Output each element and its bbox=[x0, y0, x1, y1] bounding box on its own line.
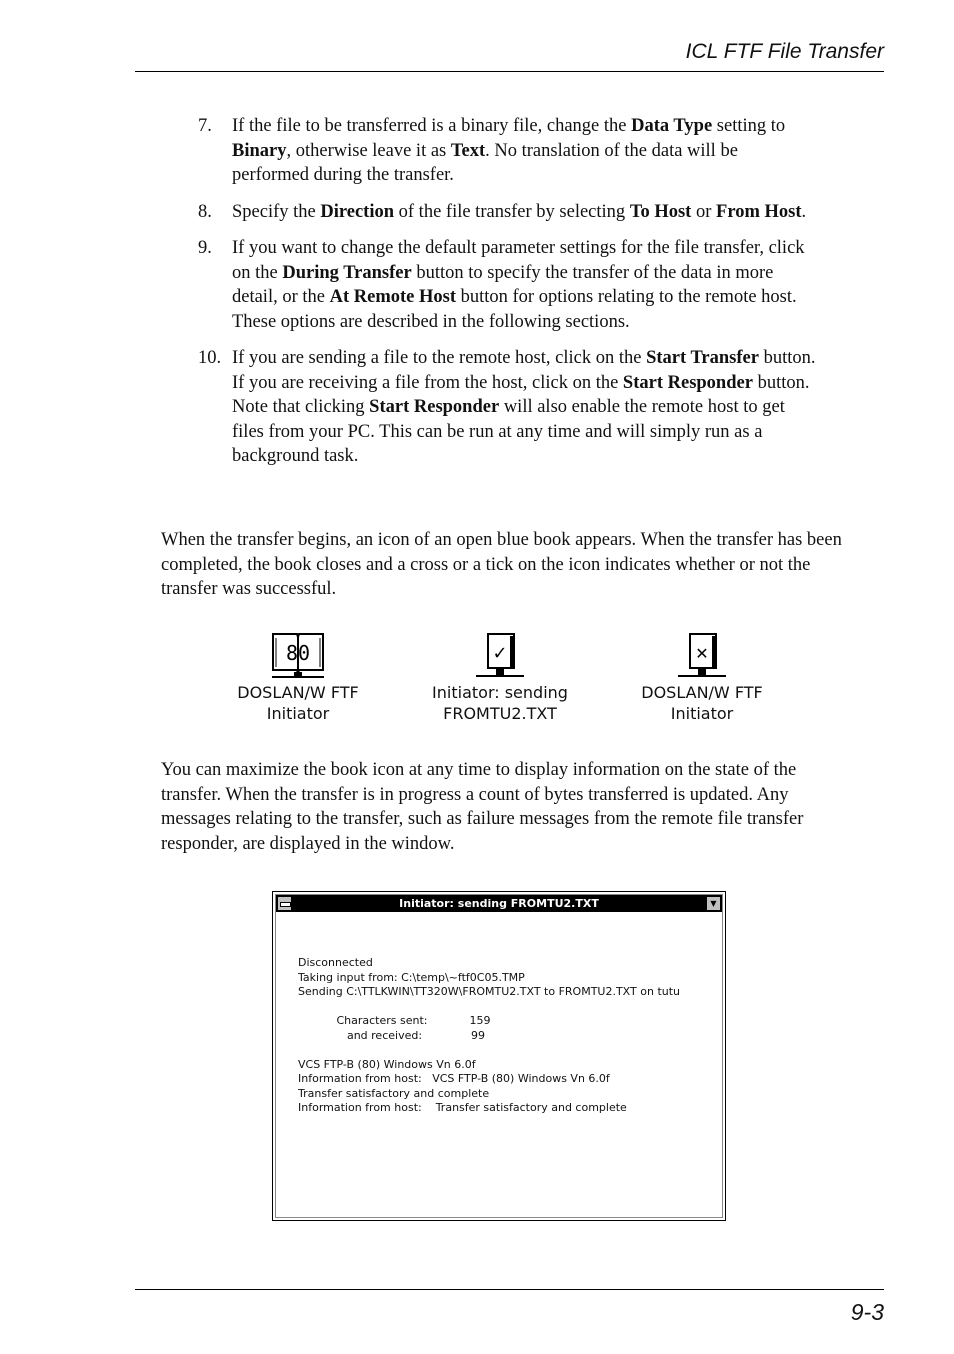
icon-label-line2: Initiator bbox=[670, 704, 734, 723]
icon-tick-book bbox=[430, 630, 570, 724]
text-run: Specify the bbox=[232, 201, 321, 222]
bold-term: Text bbox=[450, 140, 486, 161]
list-item bbox=[198, 236, 818, 334]
step-text bbox=[232, 346, 818, 469]
bold-term: Data Type bbox=[631, 116, 713, 136]
text-run: button. If you are receiving a file from the host, click on the bbox=[232, 348, 816, 393]
book-glyph: 80 bbox=[285, 641, 311, 665]
text-run: button. Note that clicking bbox=[232, 372, 810, 417]
bold-term: Start Responder bbox=[622, 372, 753, 393]
list-item bbox=[198, 200, 818, 225]
step-number: 7. bbox=[198, 116, 212, 136]
cross-book-icon bbox=[674, 630, 730, 678]
log-line: Information from host: VCS FTP-B (80) Windows Vn 6.0f bbox=[298, 1072, 610, 1085]
icon-label-line1: DOSLAN/W FTF bbox=[237, 683, 359, 702]
steps-list bbox=[198, 114, 818, 481]
icons-row bbox=[200, 630, 800, 740]
bold-term: From Host bbox=[716, 201, 802, 222]
running-header: ICL FTF File Transfer bbox=[685, 40, 884, 63]
cross-glyph: ✕ bbox=[695, 644, 709, 663]
step-text bbox=[232, 114, 818, 188]
text-run: button to specify the transfer of the data in more detail, or the bbox=[232, 262, 774, 307]
log-line: Characters sent: 159 bbox=[298, 1014, 491, 1027]
text-run: , otherwise leave it as bbox=[286, 140, 451, 161]
step-number: 9. bbox=[198, 238, 212, 258]
text-run: or bbox=[691, 201, 717, 222]
text-run: If the file to be transferred is a binary file, change the bbox=[232, 116, 632, 136]
log-line bbox=[298, 1043, 680, 1058]
tick-glyph: ✓ bbox=[492, 643, 508, 664]
text-run: If you want to change the default parameter settings for the file transfer, click on the bbox=[232, 238, 805, 283]
tick-book-icon bbox=[472, 630, 528, 678]
log-line: Taking input from: C:\temp\~ftf0C05.TMP bbox=[298, 970, 525, 984]
window-title: Initiator: sending FROMTU2.TXT bbox=[399, 897, 599, 910]
header-rule bbox=[135, 71, 884, 72]
window-titlebar[interactable] bbox=[276, 895, 722, 912]
bold-term: Direction bbox=[320, 201, 395, 222]
step-text bbox=[232, 236, 818, 334]
step-number: 10. bbox=[198, 348, 222, 368]
step-text bbox=[232, 200, 806, 225]
list-item bbox=[198, 114, 818, 188]
initiator-window bbox=[272, 891, 726, 1221]
log-line bbox=[298, 1000, 680, 1015]
paragraph-maximize: You can maximize the book icon at any time to display information on the state of the transfer. When the transfer is in progress a count of bytes transferred is updated. Any messages relating to the transfer, such as failure messages from the remote file transfer responder, are displayed in the window. bbox=[161, 760, 804, 854]
icon-cross-book bbox=[632, 630, 772, 724]
log-line: Information from host: Transfer satisfactory and complete bbox=[298, 1101, 627, 1114]
text-run: of the file transfer by selecting bbox=[394, 201, 630, 222]
list-item bbox=[198, 346, 818, 469]
log-line: Disconnected bbox=[298, 956, 373, 969]
log-line: Sending C:\TTLKWIN\TT320W\FROMTU2.TXT to FROMTU2.TXT on tutu bbox=[298, 985, 681, 998]
bold-term: To Host bbox=[629, 201, 692, 222]
icon-label-line1: Initiator: sending bbox=[432, 683, 568, 702]
log-line: and received: 99 bbox=[298, 1028, 485, 1042]
text-run: button for options relating to the remote host. These options are described in the following sections. bbox=[232, 287, 797, 332]
icon-label-line2: Initiator bbox=[266, 704, 330, 723]
chevron-down-icon[interactable]: ▼ bbox=[706, 896, 721, 911]
icon-open-book bbox=[228, 630, 368, 724]
icon-label-line2: FROMTU2.TXT bbox=[443, 704, 557, 723]
footer-rule bbox=[135, 1289, 884, 1290]
system-menu-button[interactable] bbox=[277, 896, 292, 911]
paragraph-transfer-icon: When the transfer begins, an icon of an open blue book appears. When the transfer has been completed, the book closes and a cross or a tick on the icon indicates whether or not the transfer was successful. bbox=[161, 530, 842, 599]
page-number: 9-3 bbox=[850, 1299, 884, 1325]
log-line: Transfer satisfactory and complete bbox=[298, 1086, 490, 1100]
text-run: setting to bbox=[712, 116, 786, 136]
bold-term: Binary bbox=[232, 140, 287, 161]
bold-term: Start Transfer bbox=[646, 348, 759, 368]
step-number: 8. bbox=[198, 201, 212, 222]
log-line: VCS FTP-B (80) Windows Vn 6.0f bbox=[298, 1057, 476, 1071]
icon-label-line1: DOSLAN/W FTF bbox=[641, 683, 763, 702]
text-run: . bbox=[801, 201, 807, 222]
open-book-icon bbox=[270, 630, 326, 678]
window-log bbox=[298, 956, 680, 1116]
bold-term: At Remote Host bbox=[329, 287, 456, 307]
bold-term: During Transfer bbox=[282, 262, 412, 283]
text-run: If you are sending a file to the remote host, click on the bbox=[232, 348, 647, 368]
text-run: . No translation of the data will be performed during the transfer. bbox=[232, 140, 738, 185]
text-run: will also enable the remote host to get files from your PC. This can be run at any time and will simply run as a background task. bbox=[232, 397, 785, 466]
bold-term: Start Responder bbox=[369, 397, 500, 417]
